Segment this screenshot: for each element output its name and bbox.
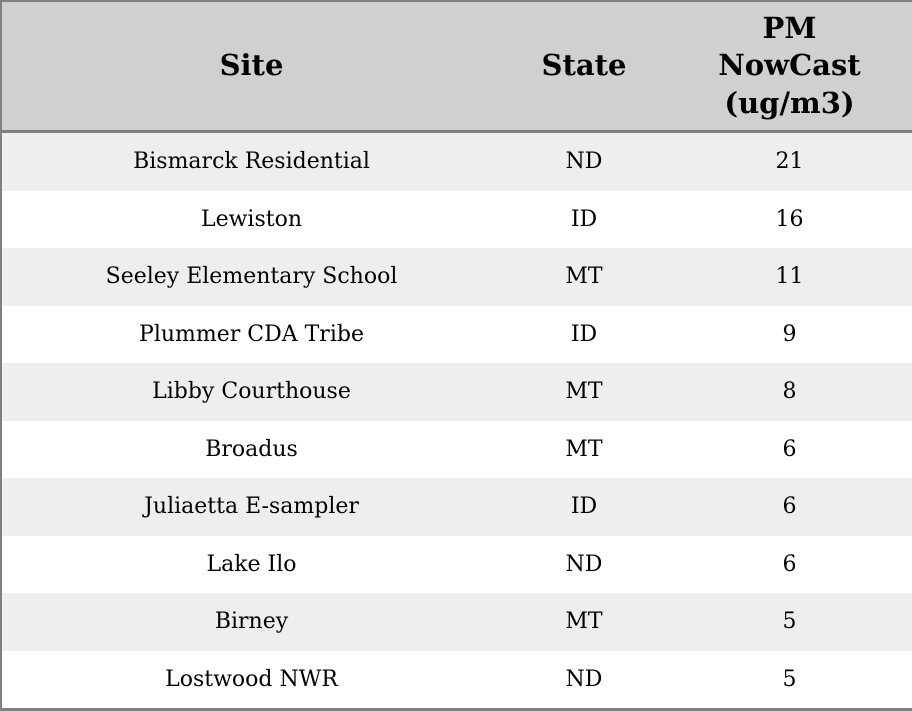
- column-header-site: Site: [1, 1, 501, 132]
- cell-pm-nowcast: 21: [775, 149, 804, 175]
- cell-pm-nowcast: 5: [782, 609, 797, 635]
- cell-state: ND: [565, 666, 603, 692]
- pm-header-line-2: NowCast: [718, 48, 861, 83]
- cell-state: ID: [570, 321, 598, 347]
- table-row: [1, 248, 912, 306]
- cell-site: Juliaetta E-sampler: [144, 494, 359, 520]
- cell-pm-nowcast: 5: [782, 666, 797, 692]
- cell-state: ID: [570, 494, 598, 520]
- cell-pm-nowcast: 9: [782, 321, 797, 347]
- cell-state: MT: [565, 379, 603, 405]
- cell-state: ND: [565, 149, 603, 175]
- table-row: [1, 478, 912, 536]
- table-row: [1, 306, 912, 364]
- cell-pm-nowcast: 11: [775, 264, 804, 290]
- table-row: [1, 132, 912, 191]
- table-row: [1, 421, 912, 479]
- cell-site: Broadus: [205, 436, 298, 462]
- cell-site: Birney: [214, 609, 289, 635]
- pm-header-line-1: PM: [762, 11, 817, 46]
- cell-site: Lewiston: [200, 206, 303, 232]
- cell-site: Bismarck Residential: [133, 149, 370, 175]
- table-row: [1, 363, 912, 421]
- column-header-pm-nowcast: [667, 1, 912, 132]
- table-row: [1, 651, 912, 710]
- column-header-state: State: [501, 1, 667, 132]
- cell-pm-nowcast: 6: [782, 551, 797, 577]
- cell-pm-nowcast: 8: [782, 379, 797, 405]
- cell-state: ID: [570, 206, 598, 232]
- cell-site: Lostwood NWR: [165, 666, 338, 692]
- cell-state: ND: [565, 551, 603, 577]
- cell-site: Libby Courthouse: [152, 379, 351, 405]
- cell-pm-nowcast: 6: [782, 494, 797, 520]
- cell-state: MT: [565, 609, 603, 635]
- cell-pm-nowcast: 16: [775, 206, 804, 232]
- header-row: [1, 1, 912, 132]
- cell-state: MT: [565, 264, 603, 290]
- cell-state: MT: [565, 436, 603, 462]
- cell-pm-nowcast: 6: [782, 436, 797, 462]
- table-row: [1, 593, 912, 651]
- table-row: [1, 536, 912, 594]
- cell-site: Seeley Elementary School: [105, 264, 398, 290]
- table-row: [1, 191, 912, 249]
- cell-site: Plummer CDA Tribe: [139, 321, 364, 347]
- cell-site: Lake Ilo: [206, 551, 297, 577]
- pm-header-line-3: (ug/m3): [724, 85, 855, 120]
